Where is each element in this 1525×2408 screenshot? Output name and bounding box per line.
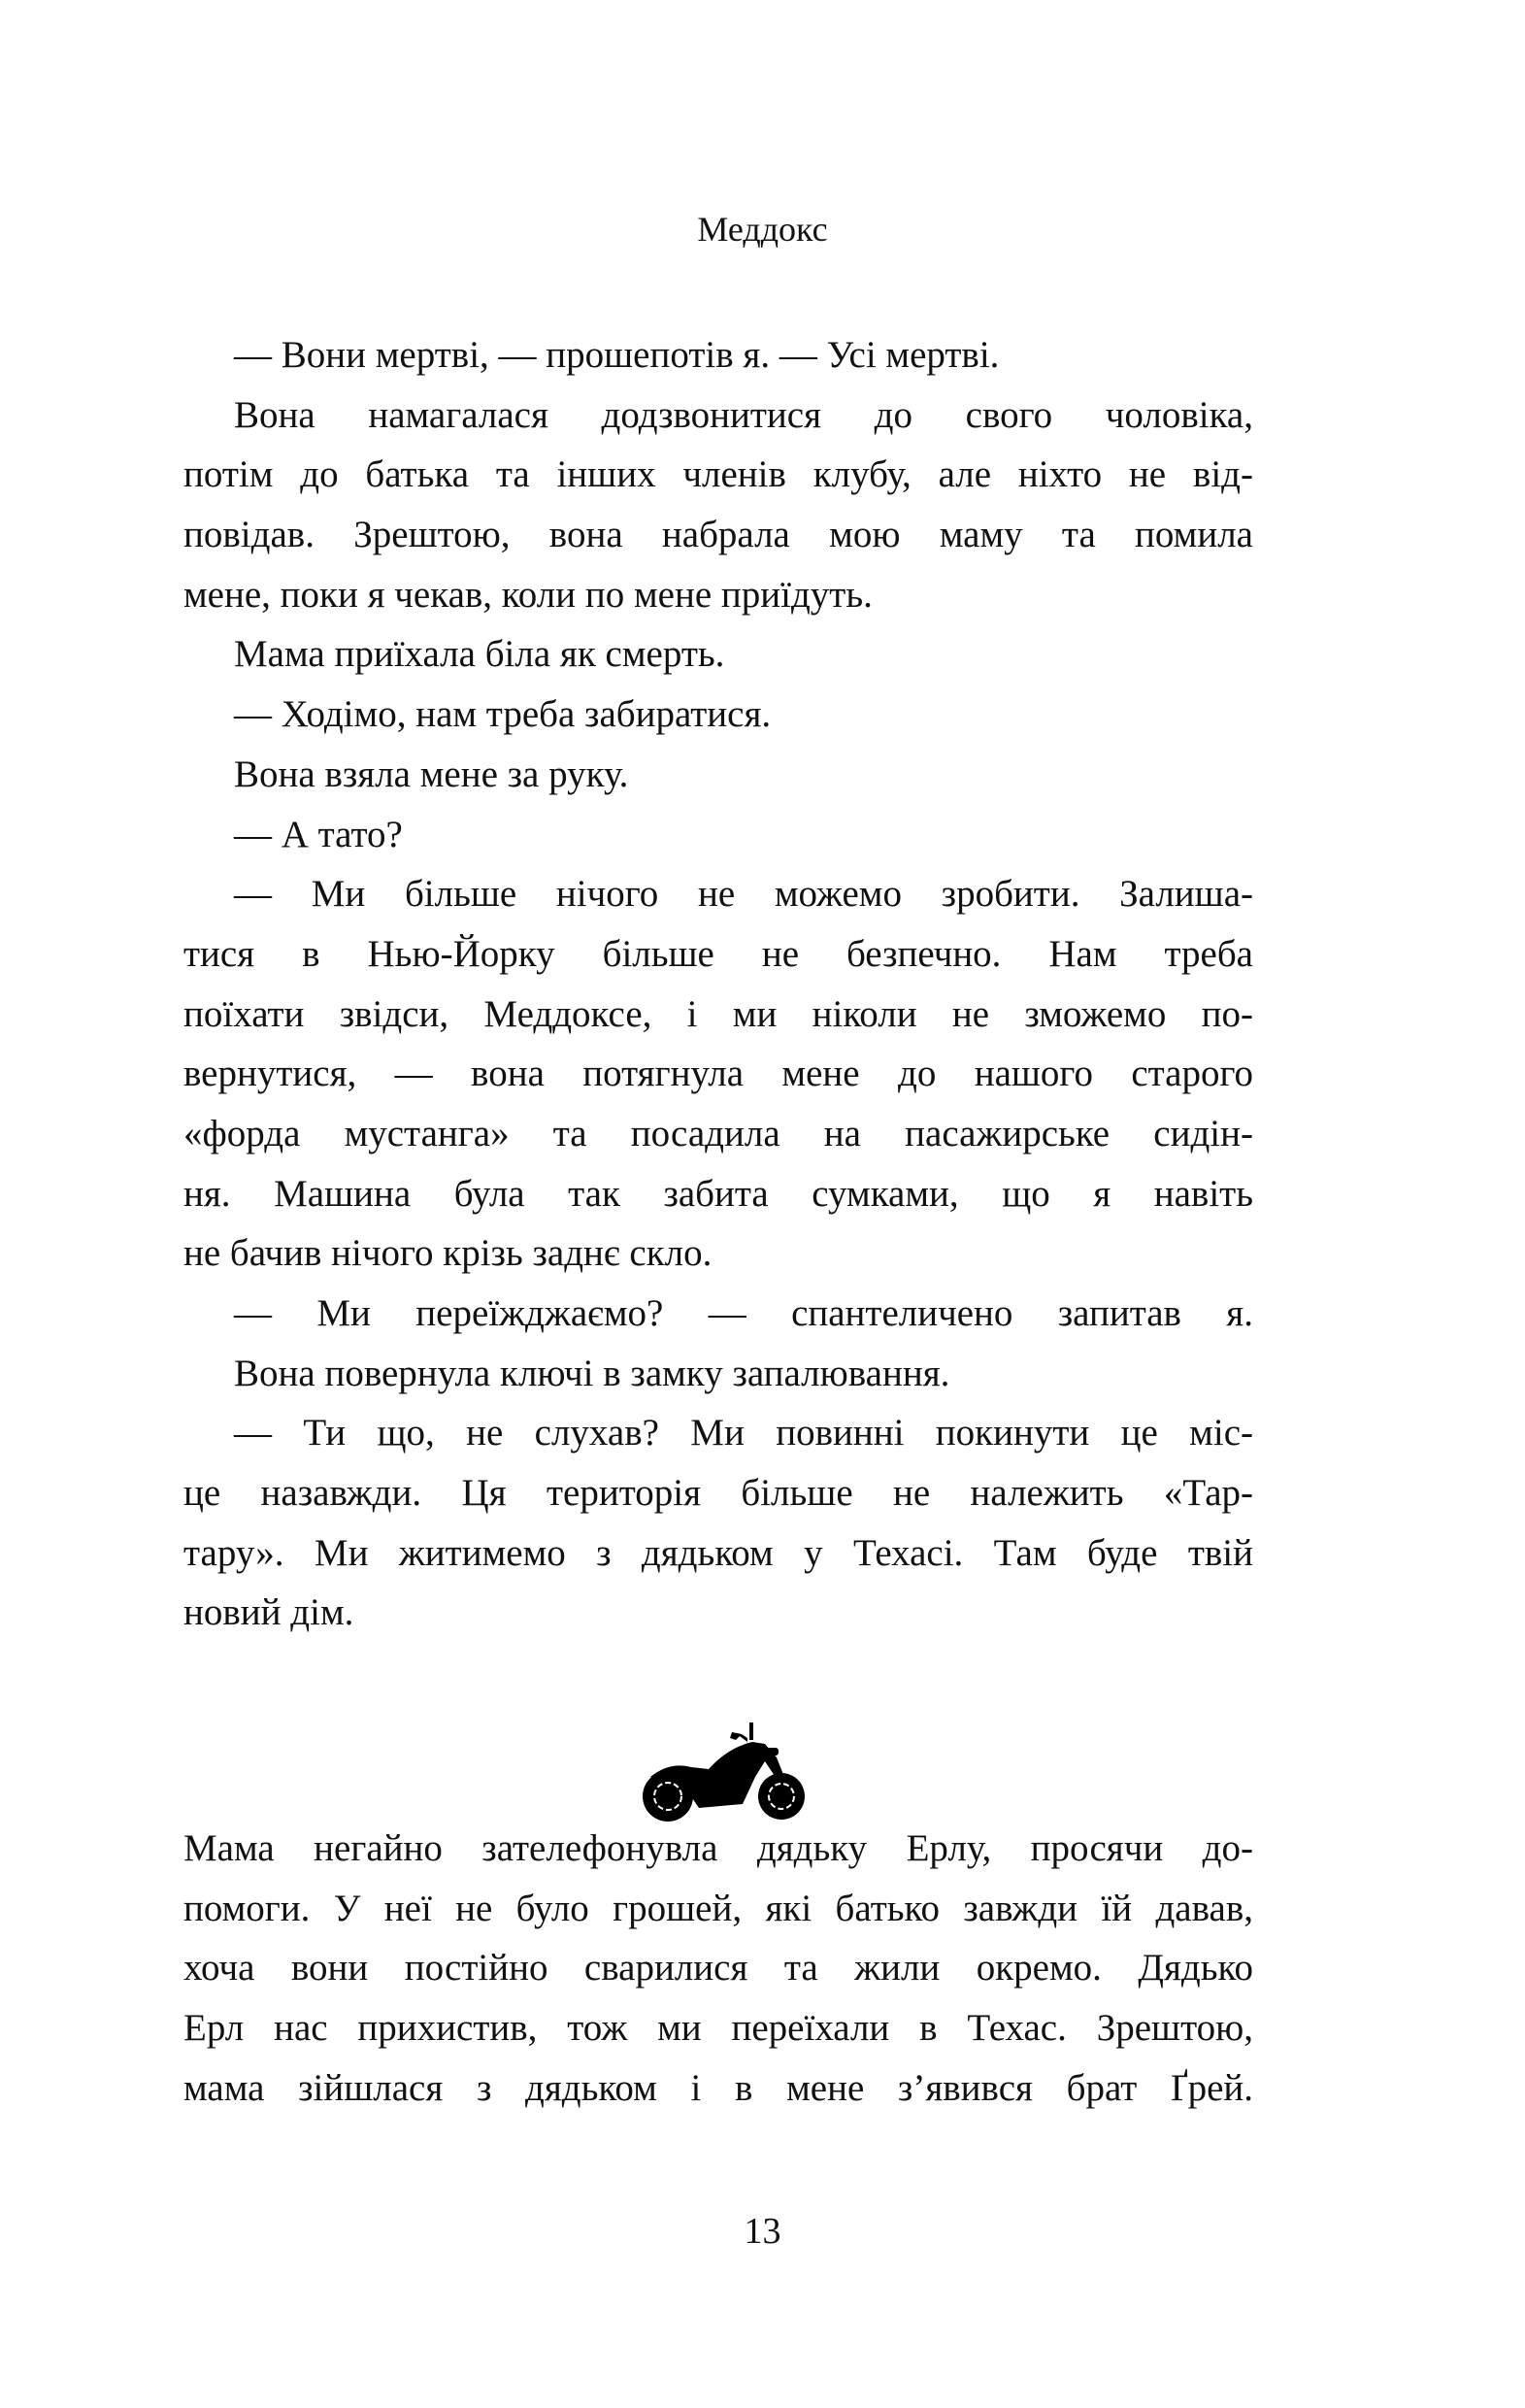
text-block-1: [183, 325, 1253, 1643]
text-line: — Ми переїжджаємо? — спантеличено запитав я.: [234, 1292, 1253, 1334]
text-line: — Вони мертві, — прошепотів я. — Усі мертві.: [234, 334, 1000, 376]
text-line: потім до батька та інших членів клубу, але ніхто не від-: [183, 453, 1253, 496]
text-line: Вона намагалася додзвонитися до свого чоловіка,: [234, 393, 1253, 436]
text-line: новий дім.: [183, 1591, 354, 1634]
text-block-2: [183, 1819, 1253, 2118]
text-line: хоча вони постійно сварилися та жили окремо. Дядько: [183, 1947, 1253, 1990]
text-line: — А тато?: [234, 813, 403, 855]
text-line: мама зійшлася з дядьком і в мене з’явився брат Ґрей.: [183, 2066, 1253, 2109]
text-line: «форда мустанга» та посадила на пасажирське сидін-: [183, 1112, 1253, 1154]
text-line: не бачив нічого крізь заднє скло.: [183, 1232, 713, 1275]
text-line: вернутися, — вона потягнула мене до нашого старого: [183, 1053, 1253, 1095]
text-line: ня. Машина була так забита сумками, що я навіть: [183, 1172, 1253, 1215]
text-line: — Ходімо, нам треба забиратися.: [234, 693, 772, 736]
text-line: Вона повернула ключі в замку запалювання.: [234, 1352, 950, 1394]
text-line: — Ми більше нічого не можемо зробити. Залиша-: [234, 873, 1253, 916]
text-line: повідав. Зрештою, вона набрала мою маму та помила: [183, 514, 1253, 556]
text-line: помоги. У неї не було грошей, які батько завжди їй давав,: [183, 1887, 1253, 1929]
text-line: Вона взяла мене за руку.: [234, 752, 629, 795]
text-line: поїхати звідси, Меддоксе, і ми ніколи не зможемо по-: [183, 992, 1253, 1035]
text-line: тару». Ми житимемо з дядьком у Техасі. Там буде твій: [183, 1531, 1253, 1574]
motorcycle-icon: [631, 1719, 815, 1825]
text-line: тися в Нью-Йорку більше не безпечно. Нам треба: [183, 932, 1253, 975]
text-line: мене, поки я чекав, коли по мене приїдуть.: [183, 573, 873, 616]
running-header: Меддокс: [697, 210, 828, 249]
page-number: 13: [744, 2211, 781, 2252]
text-line: Ерл нас прихистив, тож ми переїхали в Техас. Зрештою,: [183, 2007, 1253, 2050]
text-line: Мама негайно зателефонувла дядьку Ерлу, просячи до-: [183, 1827, 1253, 1869]
text-line: — Ти що, не слухав? Ми повинні покинути це міс-: [234, 1412, 1253, 1455]
text-line: це назавжди. Ця територія більше не належить «Тар-: [183, 1472, 1253, 1515]
text-line: Мама приїхала біла як смерть.: [234, 633, 725, 676]
